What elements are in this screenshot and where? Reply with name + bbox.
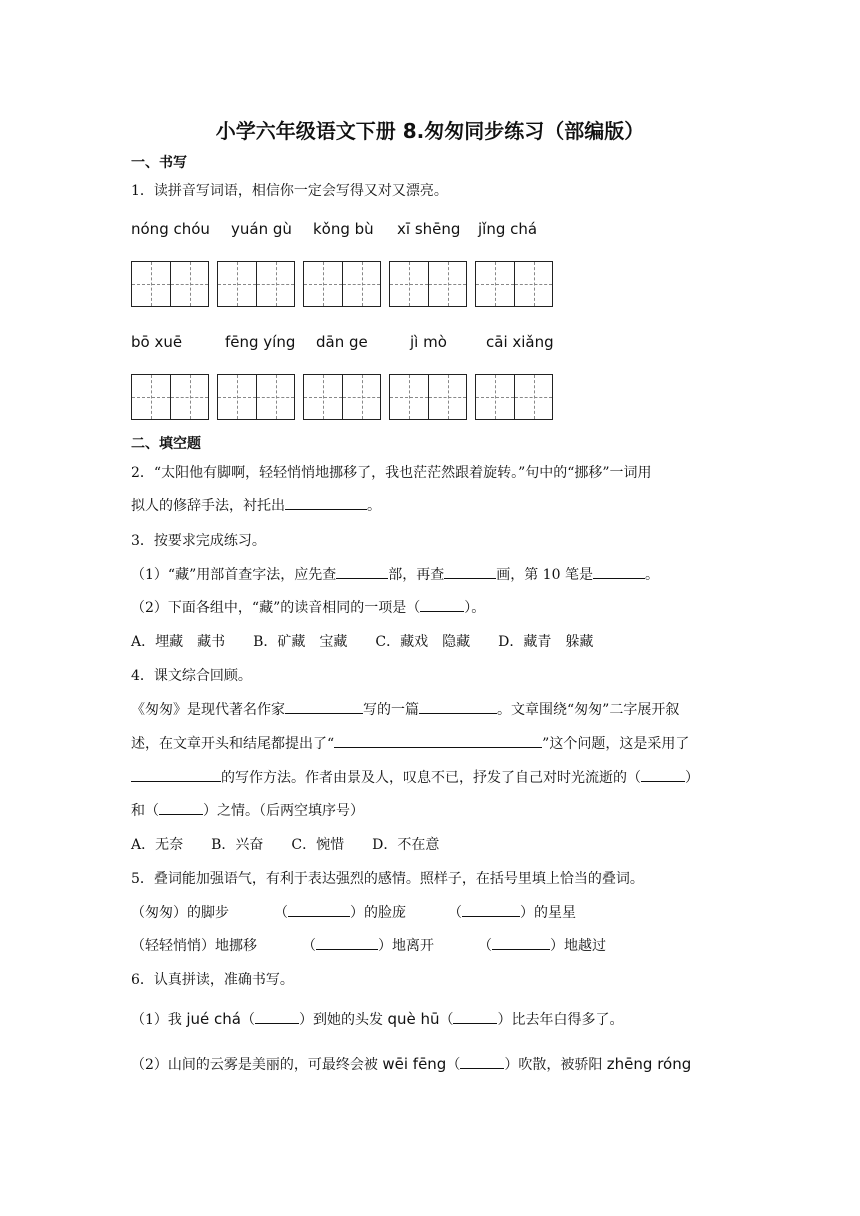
answer-blank[interactable] xyxy=(462,902,520,917)
answer-blank[interactable] xyxy=(334,733,542,748)
paren: （ xyxy=(274,905,288,921)
writing-box[interactable] xyxy=(131,261,209,307)
q2-text: 拟人的修辞手法，衬托出 xyxy=(131,498,285,514)
q6-text: ）到她的头发 xyxy=(298,1012,388,1028)
q5-blank-1 xyxy=(274,902,406,922)
paren: （ xyxy=(302,938,316,954)
section-writing: 一、书写 xyxy=(131,155,187,171)
q5-text: ）地离开 xyxy=(378,938,434,954)
answer-blank[interactable] xyxy=(492,935,550,950)
writing-box[interactable] xyxy=(303,374,381,420)
question-4-line-2 xyxy=(131,733,689,753)
writing-box[interactable] xyxy=(389,261,467,307)
q3-sub1-end: 。 xyxy=(644,567,659,583)
writing-grid-row-2 xyxy=(131,374,553,420)
answer-blank[interactable] xyxy=(285,699,363,714)
q3-sub2-text: （2）下面各组中，“藏”的读音相同的一项是（ xyxy=(131,600,421,616)
answer-blank[interactable] xyxy=(255,1009,299,1024)
pinyin-8: dān ge xyxy=(316,333,368,351)
answer-blank[interactable] xyxy=(593,564,645,579)
paren: （ xyxy=(446,1057,461,1073)
q5-text: ）地越过 xyxy=(550,938,606,954)
answer-blank[interactable] xyxy=(641,767,685,782)
pinyin-3: kǒng bù xyxy=(313,220,374,238)
answer-blank[interactable] xyxy=(453,1009,497,1024)
answer-blank[interactable] xyxy=(420,597,464,612)
question-5: 5．叠词能加强语气，有利于表达强烈的感情。照样子，在括号里填上恰当的叠词。 xyxy=(131,871,644,887)
answer-blank[interactable] xyxy=(159,800,203,815)
writing-box[interactable] xyxy=(475,261,553,307)
q6-text: ）比去年白得多了。 xyxy=(497,1012,624,1028)
pinyin-inline: wēi fēng xyxy=(382,1055,447,1073)
q3-sub1-text: 画，第 10 笔是 xyxy=(496,567,593,583)
answer-blank[interactable] xyxy=(444,564,496,579)
q2-end: 。 xyxy=(367,498,381,514)
question-6-sub-2 xyxy=(131,1054,691,1074)
question-3-options: A．埋藏 藏书 B．矿藏 宝藏 C．藏戏 隐藏 D．藏青 躲藏 xyxy=(131,634,594,650)
paren: （ xyxy=(478,938,492,954)
q5-text: ）的脸庞 xyxy=(350,905,406,921)
writing-box[interactable] xyxy=(217,261,295,307)
q5-text: ）的星星 xyxy=(520,905,576,921)
question-2-line-1: 2．“太阳他有脚啊，轻轻悄悄地挪移了，我也茫茫然跟着旋转。”句中的“挪移”一词用 xyxy=(131,465,652,481)
answer-blank[interactable] xyxy=(285,495,367,510)
q4-text: 《匆匆》是现代著名作家 xyxy=(131,702,285,718)
q4-text: ） xyxy=(685,770,699,786)
pinyin-10: cāi xiǎng xyxy=(486,333,554,351)
paren: （ xyxy=(448,905,462,921)
paren: （ xyxy=(240,1012,255,1028)
page-title: 小学六年级语文下册 8.匆匆同步练习（部编版） xyxy=(215,119,645,143)
answer-blank[interactable] xyxy=(131,767,221,782)
writing-box[interactable] xyxy=(131,374,209,420)
q6-text: （2）山间的云雾是美丽的，可最终会被 xyxy=(131,1057,383,1073)
q3-sub1-text: 部，再查 xyxy=(388,567,445,583)
q6-text: （1）我 xyxy=(131,1012,187,1028)
question-3-sub-1 xyxy=(131,564,659,584)
writing-grid-row-1 xyxy=(131,261,553,307)
question-4: 4．课文综合回顾。 xyxy=(131,668,252,684)
question-4-line-3 xyxy=(131,767,699,787)
q4-text: 和（ xyxy=(131,803,159,819)
question-1: 1．读拼音写词语，相信你一定会写得又对又漂亮。 xyxy=(131,183,448,199)
q4-text: ）之情。（后两空填序号） xyxy=(203,803,364,819)
q5-example-2: （轻轻悄悄）地挪移 xyxy=(131,938,257,954)
q3-sub2-end: ）。 xyxy=(464,600,486,616)
writing-box[interactable] xyxy=(389,374,467,420)
q4-text: 。文章围绕“匆匆”二字展开叙 xyxy=(497,702,680,718)
answer-blank[interactable] xyxy=(460,1054,504,1069)
pinyin-inline: jué chá xyxy=(186,1010,241,1028)
paren: （ xyxy=(439,1012,454,1028)
q6-text: ）吹散，被骄阳 xyxy=(504,1057,607,1073)
question-6: 6．认真拼读，准确书写。 xyxy=(131,972,294,988)
answer-blank[interactable] xyxy=(288,902,350,917)
writing-box[interactable] xyxy=(475,374,553,420)
q4-text: 写的一篇 xyxy=(363,702,419,718)
pinyin-1: nóng chóu xyxy=(131,220,210,238)
question-4-options: A．无奈 B．兴奋 C．惋惜 D．不在意 xyxy=(131,837,440,853)
section-fill-blank: 二、填空题 xyxy=(131,436,201,452)
q4-text: 述，在文章开头和结尾都提出了“ xyxy=(131,736,335,752)
question-4-line-1 xyxy=(131,699,679,719)
q5-blank-2 xyxy=(448,902,576,922)
pinyin-4: xī shēng xyxy=(397,220,461,238)
pinyin-9: jì mò xyxy=(410,333,447,351)
q5-blank-4 xyxy=(478,935,606,955)
question-6-sub-1 xyxy=(131,1009,623,1029)
pinyin-inline: què hū xyxy=(387,1010,440,1028)
answer-blank[interactable] xyxy=(336,564,388,579)
pinyin-5: jǐng chá xyxy=(478,220,538,238)
answer-blank[interactable] xyxy=(316,935,378,950)
pinyin-6: bō xuē xyxy=(131,333,183,351)
q4-text: 的写作方法。作者由景及人，叹息不已，抒发了自己对时光流逝的（ xyxy=(221,770,641,786)
q5-example-1: （匆匆）的脚步 xyxy=(131,905,229,921)
pinyin-inline: zhēng róng xyxy=(606,1055,692,1073)
pinyin-7: fēng yíng xyxy=(225,333,296,351)
answer-blank[interactable] xyxy=(419,699,497,714)
q5-blank-3 xyxy=(302,935,434,955)
question-3: 3．按要求完成练习。 xyxy=(131,533,266,549)
question-3-sub-2 xyxy=(131,597,485,617)
question-2-line-2 xyxy=(131,495,381,515)
q4-text: ”这个问题，这是采用了 xyxy=(542,736,690,752)
pinyin-2: yuán gù xyxy=(231,220,292,238)
writing-box[interactable] xyxy=(303,261,381,307)
q3-sub1-text: （1）“藏”用部首查字法，应先查 xyxy=(131,567,337,583)
writing-box[interactable] xyxy=(217,374,295,420)
question-4-line-4 xyxy=(131,800,364,820)
